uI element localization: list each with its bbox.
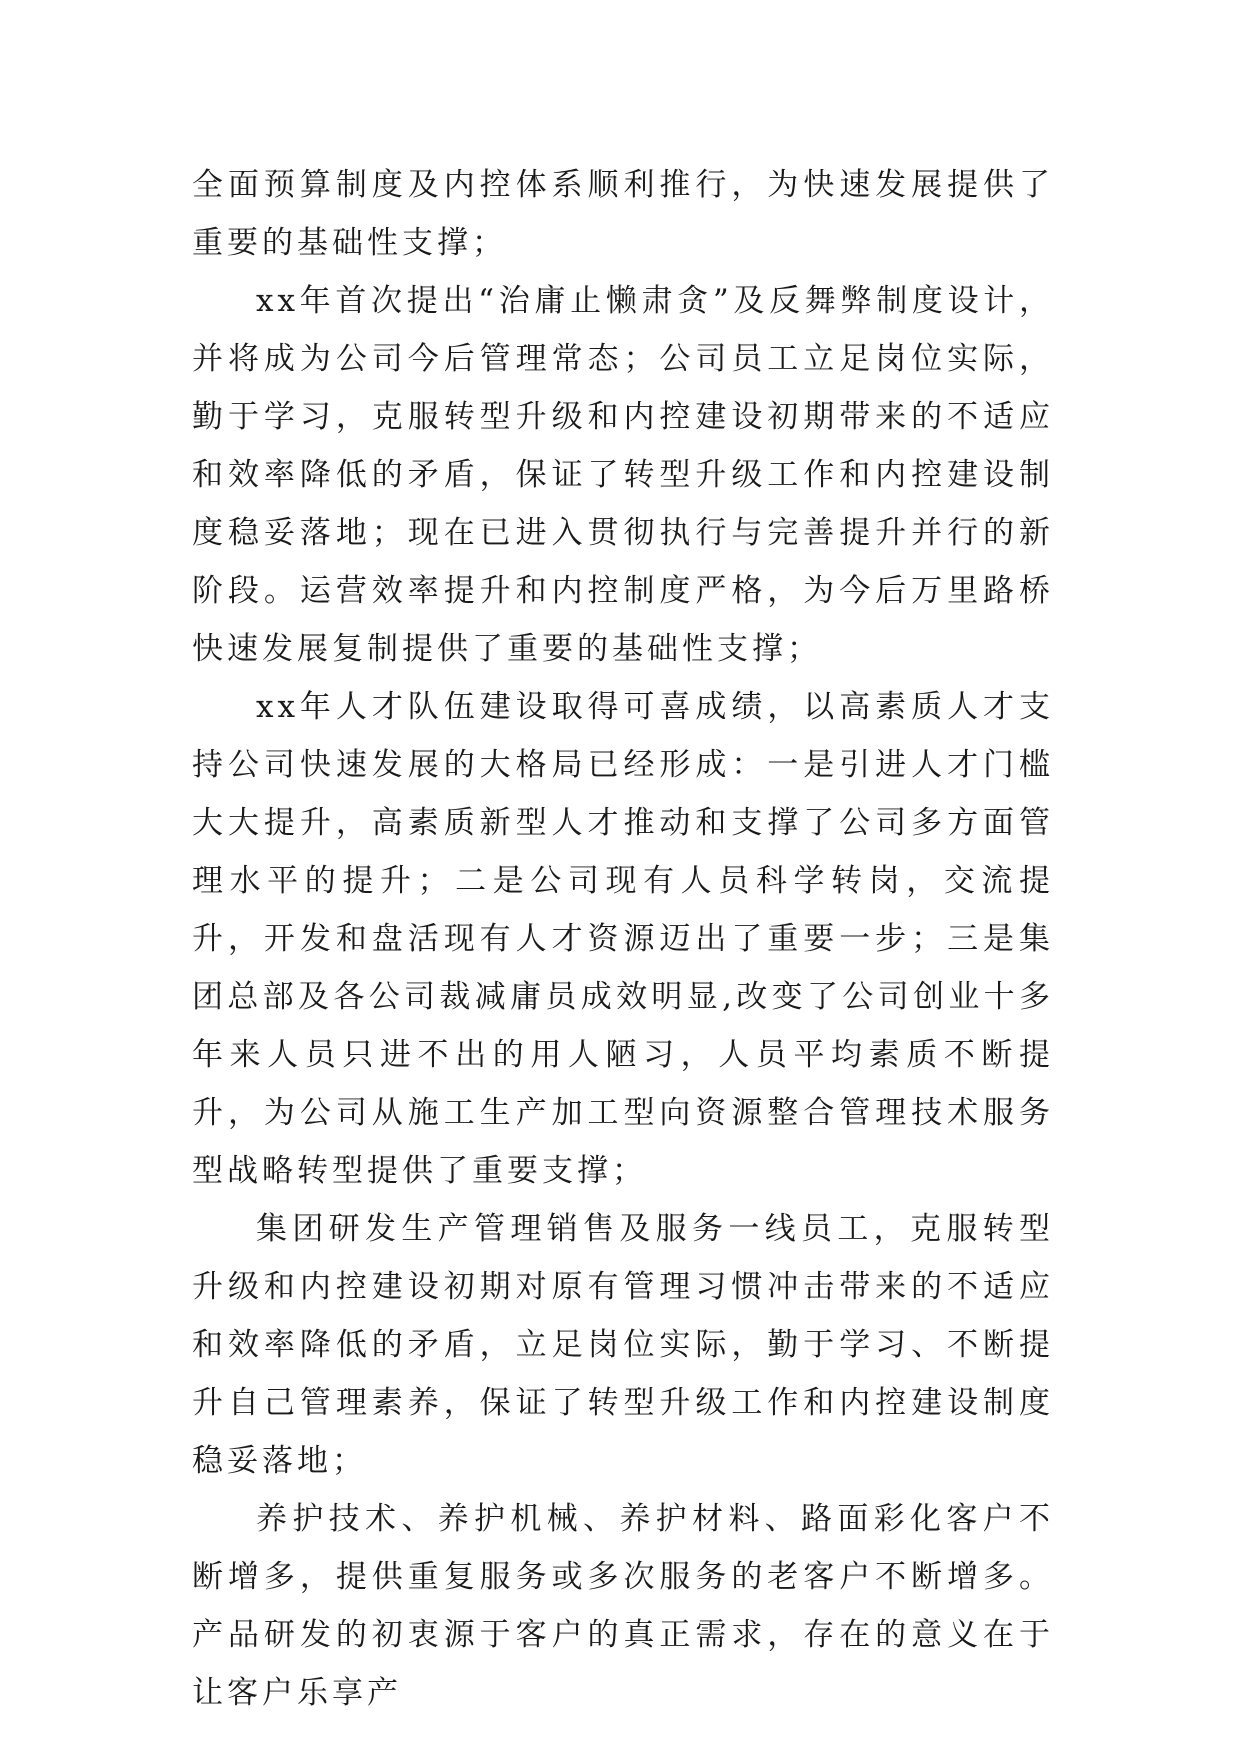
document-body [192,156,1054,1722]
paragraph-5: 养护技术、养护机械、养护材料、路面彩化客户不断增多，提供重复服务或多次服务的老客户不断增多。产品研发的初衷源于客户的真正需求，存在的意义在于让客户乐享产 [192,1501,1054,1711]
paragraph-1: 全面预算制度及内控体系顺利推行，为快速发展提供了重要的基础性支撑； [192,167,1054,261]
paragraph-2: xx年首次提出“治庸止懒肃贪”及反舞弊制度设计，并将成为公司今后管理常态；公司员工立足岗位实际，勤于学习，克服转型升级和内控建设初期带来的不适应和效率降低的矛盾，保证了转型升级工作和内控建设制度稳妥落地；现在已进入贯彻执行与完善提升并行的新阶段。运营效率提升和内控制度严格，为今后万里路桥快速发展复制提供了重要的基础性支撑； [192,283,1054,667]
paragraph-4: 集团研发生产管理销售及服务一线员工，克服转型升级和内控建设初期对原有管理习惯冲击带来的不适应和效率降低的矛盾，立足岗位实际，勤于学习、不断提升自己管理素养，保证了转型升级工作和内控建设制度稳妥落地； [192,1211,1054,1479]
paragraph-3: xx年人才队伍建设取得可喜成绩，以高素质人才支持公司快速发展的大格局已经形成：一是引进人才门槛大大提升，高素质新型人才推动和支撑了公司多方面管理水平的提升；二是公司现有人员科学转岗，交流提升，开发和盘活现有人才资源迈出了重要一步；三是集团总部及各公司裁减庸员成效明显,改变了公司创业十多年来人员只进不出的用人陋习，人员平均素质不断提升，为公司从施工生产加工型向资源整合管理技术服务型战略转型提供了重要支撑； [192,689,1054,1189]
